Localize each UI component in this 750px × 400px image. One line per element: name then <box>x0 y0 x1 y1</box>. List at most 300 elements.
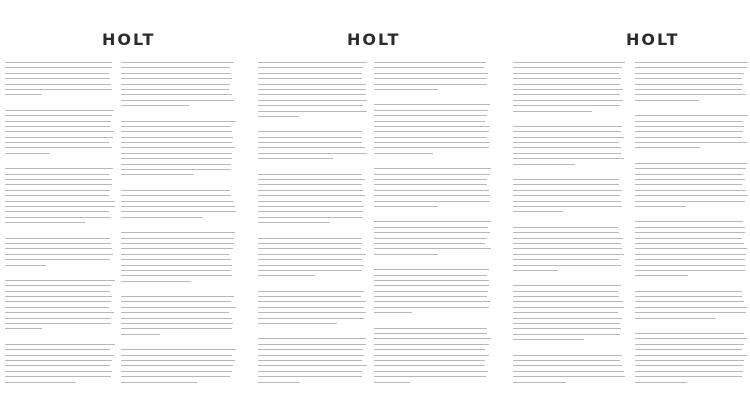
text-line <box>513 328 621 329</box>
text-line <box>374 147 489 148</box>
text-line <box>513 131 621 132</box>
text-line <box>513 158 624 159</box>
text-line <box>635 137 742 138</box>
paragraph-gap <box>5 334 115 344</box>
text-line <box>513 62 625 63</box>
text-line <box>374 153 433 154</box>
paragraph-gap <box>635 323 748 333</box>
text-line <box>513 248 622 249</box>
paragraph-gap <box>635 387 748 397</box>
text-line <box>121 365 233 366</box>
text-line <box>513 270 558 271</box>
text-line <box>513 94 620 95</box>
text-line <box>121 243 234 244</box>
text-line <box>5 131 114 132</box>
text-line <box>513 360 620 361</box>
text-line <box>121 142 232 143</box>
text-line <box>635 296 742 297</box>
text-line <box>5 243 111 244</box>
text-line <box>5 248 112 249</box>
text-line <box>374 227 488 228</box>
paragraph-gap <box>374 158 491 168</box>
text-line <box>5 201 115 202</box>
text-line <box>513 232 619 233</box>
text-line <box>258 184 362 185</box>
text-line <box>258 89 366 90</box>
text-line <box>635 115 748 116</box>
text-line <box>513 307 624 308</box>
text-line <box>635 179 745 180</box>
text-line <box>121 217 203 218</box>
text-line <box>5 94 42 95</box>
text-line <box>374 280 489 281</box>
text-line <box>258 201 362 202</box>
text-line <box>5 296 112 297</box>
text-line <box>374 137 487 138</box>
text-line <box>5 301 111 302</box>
text-line <box>121 275 232 276</box>
text-line <box>374 131 489 132</box>
text-line <box>121 232 235 233</box>
text-line <box>374 174 490 175</box>
text-line <box>513 201 621 202</box>
text-line <box>513 153 621 154</box>
brand-logo: HOLT <box>347 30 401 49</box>
text-line <box>374 328 487 329</box>
text-line <box>5 254 113 255</box>
text-line <box>635 89 742 90</box>
text-line <box>513 89 623 90</box>
text-line <box>258 78 362 79</box>
text-line <box>513 105 620 106</box>
text-line <box>635 232 745 233</box>
text-line <box>635 142 747 143</box>
text-line <box>513 147 621 148</box>
text-line <box>374 126 490 127</box>
paragraph-gap <box>513 169 625 179</box>
text-line <box>374 67 484 68</box>
text-line <box>258 94 366 95</box>
text-line <box>258 301 366 302</box>
text-line <box>374 184 487 185</box>
text-line <box>374 301 490 302</box>
text-line <box>635 349 742 350</box>
text-line <box>374 78 487 79</box>
paragraph-gap <box>635 281 748 291</box>
text-line <box>513 67 622 68</box>
text-line <box>513 301 623 302</box>
text-line <box>635 248 747 249</box>
paragraph-gap <box>5 158 115 168</box>
text-line <box>258 222 330 223</box>
text-line <box>258 67 363 68</box>
text-line <box>258 323 337 324</box>
text-line <box>258 179 365 180</box>
text-line <box>635 67 747 68</box>
text-line <box>513 184 619 185</box>
text-line <box>258 296 361 297</box>
text-line <box>258 105 363 106</box>
text-line <box>121 312 229 313</box>
text-line <box>121 78 232 79</box>
text-line <box>121 360 235 361</box>
text-line <box>635 376 742 377</box>
text-line <box>258 174 362 175</box>
text-line <box>258 382 300 383</box>
text-line <box>374 376 486 377</box>
text-line <box>121 201 234 202</box>
paragraph-gap <box>374 259 491 269</box>
text-line <box>121 164 231 165</box>
paragraph-gap <box>121 387 236 397</box>
text-line <box>635 344 744 345</box>
text-line <box>374 89 438 90</box>
text-line <box>258 195 365 196</box>
text-line <box>121 254 229 255</box>
text-line <box>121 301 231 302</box>
text-line <box>635 275 688 276</box>
text-line <box>258 275 315 276</box>
text-line <box>121 206 235 207</box>
text-line <box>513 291 618 292</box>
text-line <box>121 318 232 319</box>
text-line <box>635 338 747 339</box>
text-line <box>258 291 364 292</box>
text-line <box>374 349 485 350</box>
text-line <box>635 184 742 185</box>
text-line <box>513 371 624 372</box>
text-line <box>5 259 110 260</box>
text-line <box>5 62 112 63</box>
page-2 <box>250 0 500 400</box>
text-line <box>635 73 744 74</box>
text-line <box>513 78 621 79</box>
text-line <box>5 222 85 223</box>
text-line <box>5 355 114 356</box>
text-line <box>121 100 234 101</box>
text-line <box>258 142 362 143</box>
text-line <box>5 78 110 79</box>
paragraph-gap <box>5 228 115 238</box>
text-line <box>374 360 485 361</box>
text-line <box>374 307 489 308</box>
text-line <box>121 137 233 138</box>
text-line <box>258 318 364 319</box>
text-line <box>121 281 191 282</box>
text-line <box>121 382 197 383</box>
paragraph-gap <box>121 111 236 121</box>
text-line <box>635 126 744 127</box>
paragraph-gap <box>121 286 236 296</box>
text-line <box>513 243 621 244</box>
text-line <box>513 190 622 191</box>
text-line <box>258 360 362 361</box>
paragraph-gap <box>513 217 625 227</box>
text-line <box>513 296 619 297</box>
paragraph-gap <box>258 228 368 238</box>
text-line <box>635 62 748 63</box>
text-line <box>374 121 485 122</box>
text-line <box>374 168 491 169</box>
paragraph-gap <box>513 387 625 397</box>
text-line <box>635 382 687 383</box>
text-line <box>258 137 362 138</box>
paragraph-gap <box>121 222 236 232</box>
text-line <box>5 285 111 286</box>
text-line <box>374 243 485 244</box>
text-line <box>5 318 111 319</box>
text-line <box>513 265 621 266</box>
text-line <box>5 168 113 169</box>
text-line <box>258 190 363 191</box>
text-line <box>5 280 115 281</box>
text-column-2 <box>374 62 491 397</box>
text-line <box>121 121 236 122</box>
text-line <box>374 115 487 116</box>
text-line <box>635 312 746 313</box>
text-line <box>258 355 364 356</box>
text-line <box>258 338 366 339</box>
text-line <box>635 121 743 122</box>
text-line <box>121 174 194 175</box>
text-line <box>258 158 333 159</box>
text-line <box>635 84 743 85</box>
text-line <box>121 270 231 271</box>
text-line <box>121 265 232 266</box>
text-line <box>258 265 364 266</box>
text-line <box>258 62 367 63</box>
text-line <box>374 232 490 233</box>
text-line <box>5 179 112 180</box>
text-line <box>5 382 76 383</box>
text-line <box>121 89 229 90</box>
text-line <box>121 169 231 170</box>
text-line <box>374 190 489 191</box>
text-line <box>121 355 232 356</box>
text-line <box>374 62 486 63</box>
text-line <box>635 360 744 361</box>
text-line <box>374 291 488 292</box>
text-line <box>513 206 622 207</box>
text-line <box>258 312 366 313</box>
text-line <box>258 111 367 112</box>
text-line <box>374 238 487 239</box>
page-3 <box>500 0 750 400</box>
text-line <box>258 211 363 212</box>
text-line <box>5 142 109 143</box>
text-line <box>5 206 115 207</box>
text-line <box>121 349 236 350</box>
text-line <box>5 126 110 127</box>
paragraph-gap <box>374 387 491 397</box>
text-line <box>258 206 364 207</box>
text-line <box>513 142 619 143</box>
page-1 <box>0 0 250 400</box>
text-line <box>374 201 490 202</box>
text-line <box>374 355 489 356</box>
text-line <box>5 328 42 329</box>
text-line <box>121 334 160 335</box>
text-line <box>121 126 231 127</box>
text-line <box>513 339 584 340</box>
text-line <box>635 318 716 319</box>
paragraph-gap <box>258 164 368 174</box>
paragraph-gap <box>258 121 368 131</box>
text-line <box>374 221 491 222</box>
text-line <box>5 195 109 196</box>
text-line <box>121 259 231 260</box>
paragraph-gap <box>513 345 625 355</box>
text-line <box>258 73 362 74</box>
text-line <box>513 137 624 138</box>
text-line <box>5 84 111 85</box>
text-line <box>513 365 622 366</box>
text-line <box>258 349 363 350</box>
text-line <box>513 259 619 260</box>
text-line <box>258 131 362 132</box>
text-column-1 <box>5 62 115 397</box>
text-line <box>258 153 367 154</box>
paragraph-gap <box>635 211 748 221</box>
text-line <box>635 371 743 372</box>
text-column-1 <box>258 62 368 397</box>
paragraph-gap <box>635 153 748 163</box>
text-line <box>374 195 490 196</box>
text-line <box>121 328 232 329</box>
text-line <box>513 254 624 255</box>
text-line <box>635 100 699 101</box>
text-line <box>635 291 742 292</box>
text-line <box>258 116 299 117</box>
text-line <box>5 190 110 191</box>
text-line <box>635 227 745 228</box>
paragraph-gap <box>258 328 368 338</box>
text-line <box>635 147 700 148</box>
paragraph-gap <box>258 281 368 291</box>
text-line <box>258 243 362 244</box>
text-line <box>5 184 112 185</box>
text-line <box>374 142 490 143</box>
text-line <box>635 201 745 202</box>
paragraph-gap <box>5 100 115 110</box>
text-line <box>5 137 113 138</box>
paragraph-gap <box>374 318 491 328</box>
text-line <box>258 376 362 377</box>
text-line <box>121 238 234 239</box>
text-line <box>635 265 745 266</box>
text-line <box>635 221 743 222</box>
text-line <box>121 376 230 377</box>
text-line <box>635 206 686 207</box>
text-line <box>635 365 743 366</box>
text-line <box>374 73 488 74</box>
text-line <box>635 307 747 308</box>
text-line <box>258 100 367 101</box>
text-line <box>121 248 233 249</box>
text-line <box>374 206 438 207</box>
text-column-2 <box>121 62 236 397</box>
text-line <box>374 104 490 105</box>
brand-logo: HOLT <box>102 30 156 49</box>
text-line <box>121 84 230 85</box>
text-line <box>635 168 746 169</box>
text-line <box>121 211 236 212</box>
text-line <box>5 110 114 111</box>
text-line <box>374 254 438 255</box>
text-line <box>635 163 747 164</box>
text-line <box>635 333 744 334</box>
text-line <box>374 312 412 313</box>
text-line <box>513 100 623 101</box>
text-line <box>635 78 742 79</box>
text-line <box>5 174 109 175</box>
text-line <box>513 111 592 112</box>
brand-logo: HOLT <box>626 30 680 49</box>
text-line <box>258 344 366 345</box>
text-line <box>513 312 618 313</box>
text-line <box>5 67 112 68</box>
text-line <box>513 126 622 127</box>
text-line <box>374 285 489 286</box>
text-line <box>258 270 362 271</box>
text-line <box>513 334 620 335</box>
text-line <box>121 153 232 154</box>
text-line <box>5 371 112 372</box>
text-line <box>374 338 491 339</box>
text-line <box>374 179 487 180</box>
text-line <box>5 238 110 239</box>
paragraph-gap <box>5 387 115 397</box>
text-line <box>5 323 111 324</box>
text-column-2 <box>635 62 748 397</box>
text-line <box>121 105 189 106</box>
text-line <box>5 147 112 148</box>
text-line <box>374 333 487 334</box>
text-line <box>121 195 231 196</box>
text-line <box>258 371 362 372</box>
text-line <box>635 254 746 255</box>
text-line <box>5 360 112 361</box>
paragraph-gap <box>513 275 625 285</box>
text-line <box>5 265 46 266</box>
text-line <box>374 84 487 85</box>
paragraph-gap <box>121 339 236 349</box>
text-line <box>513 73 619 74</box>
text-line <box>5 217 111 218</box>
text-line <box>513 238 623 239</box>
text-line <box>121 158 232 159</box>
text-line <box>374 382 410 383</box>
text-line <box>635 259 745 260</box>
text-line <box>374 365 485 366</box>
text-line <box>374 296 487 297</box>
text-line <box>374 275 487 276</box>
text-line <box>513 179 619 180</box>
text-line <box>374 344 489 345</box>
text-line <box>513 227 618 228</box>
text-line <box>121 67 230 68</box>
text-line <box>374 371 488 372</box>
text-line <box>374 248 491 249</box>
text-line <box>635 355 747 356</box>
text-column-1 <box>513 62 625 397</box>
paragraph-gap <box>513 116 625 126</box>
text-line <box>5 73 109 74</box>
text-line <box>121 73 231 74</box>
text-line <box>374 269 489 270</box>
text-line <box>5 307 109 308</box>
text-line <box>5 153 50 154</box>
